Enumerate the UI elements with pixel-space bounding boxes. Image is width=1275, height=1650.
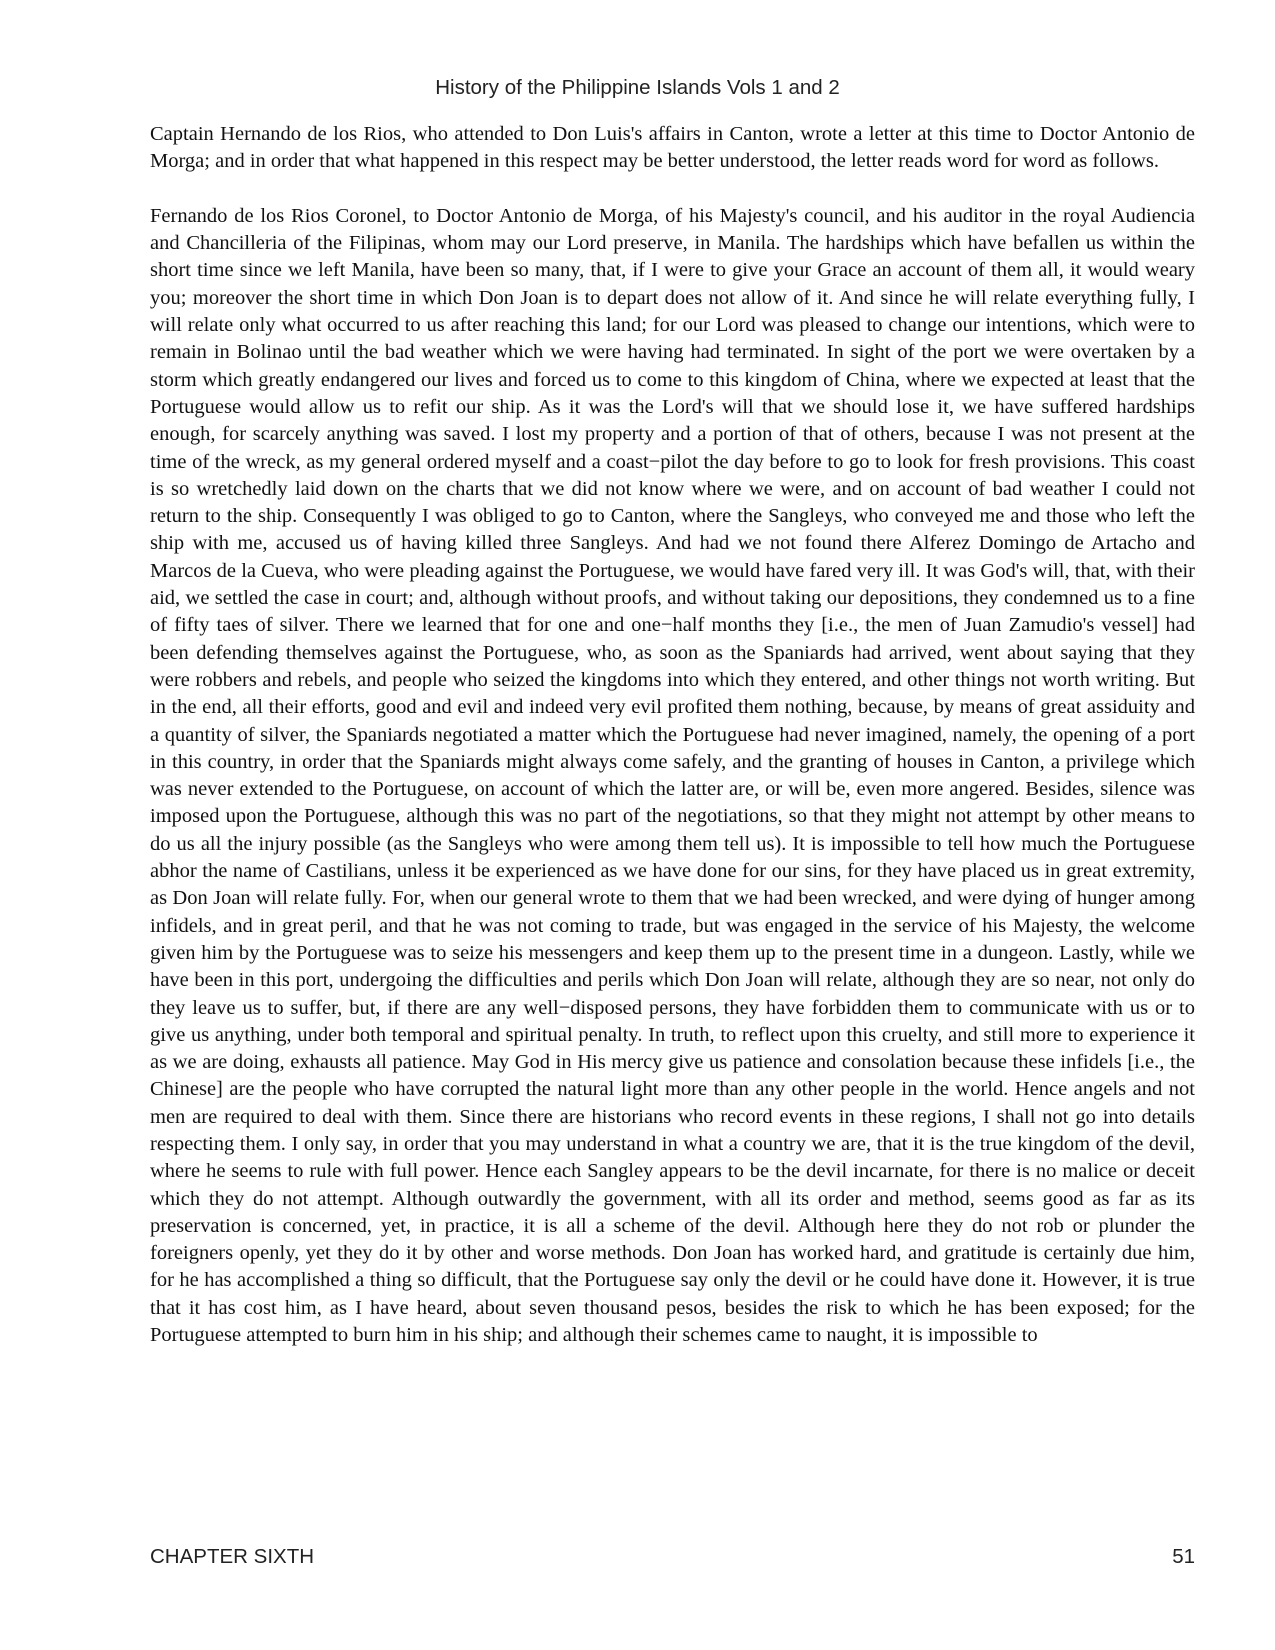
footer-page-number: 51 xyxy=(1172,1545,1195,1568)
paragraph-letter: Fernando de los Rios Coronel, to Doctor Antonio de Morga, of his Majesty's council, and his auditor in the royal Audiencia and Chancilleria of the Filipinas, whom may our Lord preserve, in Manila. The hardships which have befallen us within the short time since we left Manila, have been so many, that, if I were to give your Grace an account of them all, it would weary you; moreover the short time in which Don Joan is to depart does not allow of it. And since he will relate everything fully, I will relate only what occurred to us after reaching this land; for our Lord was pleased to change our intentions, which were to remain in Bolinao until the bad weather which we were having had terminated. In sight of the port we were overtaken by a storm which greatly endangered our lives and forced us to come to this kingdom of China, where we expected at least that the Portuguese would allow us to refit our ship. As it was the Lord's will that we should lose it, we have suffered hardships enough, for scarcely anything was saved. I lost my property and a portion of that of others, because I was not present at the time of the wreck, as my general ordered myself and a coast−pilot the day before to go to look for fresh provisions. This coast is so wretchedly laid down on the charts that we did not know where we were, and on account of bad weather I could not return to the ship. Consequently I was obliged to go to Canton, where the Sangleys, who conveyed me and those who left the ship with me, accused us of having killed three Sangleys. And had we not found there Alferez Domingo de Artacho and Marcos de la Cueva, who were pleading against the Portuguese, we would have fared very ill. It was God's will, that, with their aid, we settled the case in court; and, although without proofs, and without taking our depositions, they condemned us to a fine of fifty taes of silver. There we learned that for one and one−half months they [i.e., the men of Juan Zamudio's vessel] had been defending themselves against the Portuguese, who, as soon as the Spaniards had arrived, went about saying that they were robbers and rebels, and people who seized the kingdoms into which they entered, and other things not worth writing. But in the end, all their efforts, good and evil and indeed very evil profited them nothing, because, by means of great assiduity and a quantity of silver, the Spaniards negotiated a matter which the Portuguese had never imagined, namely, the opening of a port in this country, in order that the Spaniards might always come safely, and the granting of houses in Canton, a privilege which was never extended to the Portuguese, on account of which the latter are, or will be, even more angered. Besides, silence was imposed upon the Portuguese, although this was no part of the negotiations, so that they might not attempt by other means to do us all the injury possible (as the Sangleys who were among them tell us). It is impossible to tell how much the Portuguese abhor the name of Castilians, unless it be experienced as we have done for our sins, for they have placed us in great extremity, as Don Joan will relate fully. For, when our general wrote to them that we had been wrecked, and were dying of hunger among infidels, and in great peril, and that he was not coming to trade, but was engaged in the service of his Majesty, the welcome given him by the Portuguese was to seize his messengers and keep them up to the present time in a dungeon. Lastly, while we have been in this port, undergoing the difficulties and perils which Don Joan will relate, although they are so near, not only do they leave us to suffer, but, if there are any well−disposed persons, they have forbidden them to communicate with us or to give us anything, under both temporal and spiritual penalty. In truth, to reflect upon this cruelty, and still more to experience it as we are doing, exhausts all patience. May God in His mercy give us patience and consolation because these infidels [i.e., the Chinese] are the people who have corrupted the natural light more than any other people in the world. Hence angels and not men are required to deal with them. Since there are historians who record events in these regions, I shall not go into details respecting them. I only say, in order that you may understand in what a country we are, that it is the true kingdom of the devil, where he seems to rule with full power. Hence each Sangley appears to be the devil incarnate, for there is no malice or deceit which they do not attempt. Although outwardly the government, with all its order and method, seems good as far as its preservation is concerned, yet, in practice, it is all a scheme of the devil. Although here they do not rob or plunder the foreigners openly, yet they do it by other and worse methods. Don Joan has worked hard, and gratitude is certainly due him, for he has accomplished a thing so difficult, that the Portuguese say only the devil or he could have done it. However, it is true that it has cost him, as I have heard, about seven thousand pesos, besides the risk to which he has been exposed; for the Portuguese attempted to burn him in his ship; and although their schemes came to naught, it is impossible to xyxy=(150,204,1195,1347)
running-header-title: History of the Philippine Islands Vols 1 and 2 xyxy=(435,76,840,99)
body-text xyxy=(150,121,1195,1377)
paragraph-intro: Captain Hernando de los Rios, who attended to Don Luis's affairs in Canton, wrote a letter at this time to Doctor Antonio de Morga; and in order that what happened in this respect may be better understood, the letter reads word for word as follows. xyxy=(150,123,1195,173)
footer-chapter-title: CHAPTER SIXTH xyxy=(150,1545,315,1568)
